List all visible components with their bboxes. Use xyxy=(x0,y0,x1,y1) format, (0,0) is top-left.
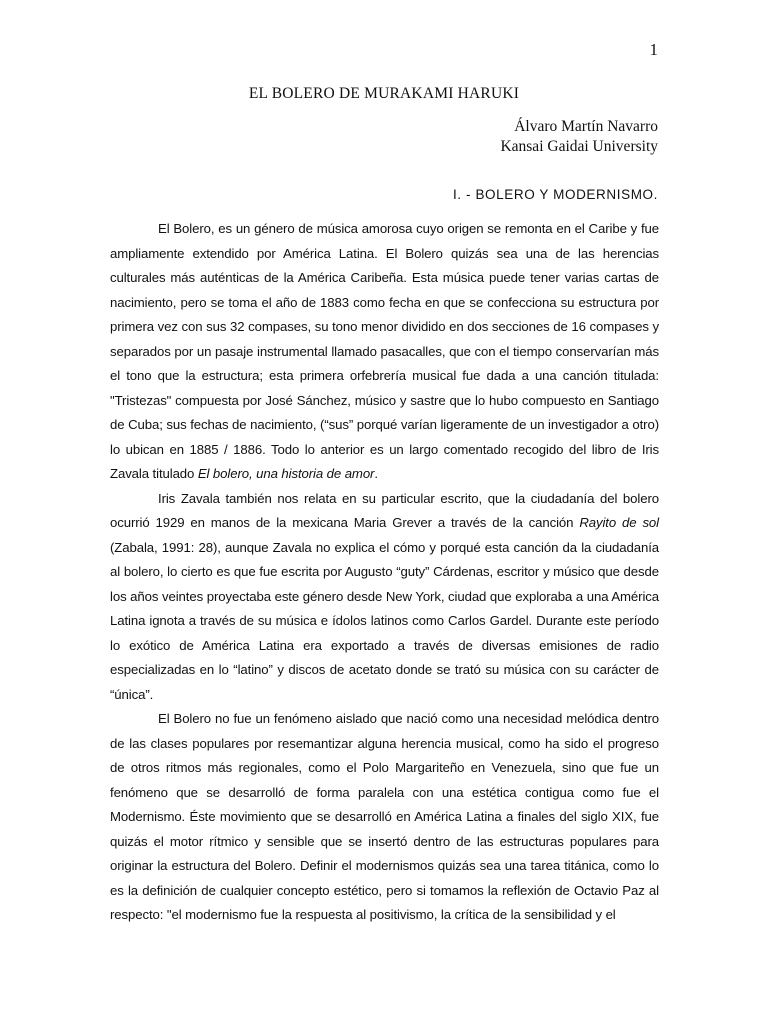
page-number: 1 xyxy=(649,40,658,59)
author-affiliation: Kansai Gaidai University xyxy=(500,138,658,155)
paragraph-2 xyxy=(110,487,659,708)
body-text xyxy=(110,217,659,928)
paragraph-2-tail: (Zabala, 1991: 28), aunque Zavala no explica el cómo y porqué esta canción da la ciudadanía al bolero, lo cierto es que fue escrita por Augusto “guty” Cárdenas, escritor y músico que desde los años veintes proyectaba este género desde New York, ciudad que exploraba a una América Latina ignota a través de su música e ídolos latinos como Carlos Gardel. Durante este período lo exótico de América Latina era exportado a través de diversas emisiones de radio especializadas en lo “latino” y discos de acetato donde se trató su música con su carácter de “única”. xyxy=(110,539,659,702)
paragraph-1-tail: . xyxy=(374,466,378,481)
paragraph-1-text: El Bolero, es un género de música amorosa cuyo origen se remonta en el Caribe y fue ampliamente extendido por América Latina. El Bolero quizás sea una de las herencias culturales más auténticas de la América Caribeña. Esta música puede tener varias cartas de nacimiento, pero se toma el año de 1883 como fecha en que se confecciona su estructura por primera vez con sus 32 compases, su tono menor dividido en dos secciones de 16 compases y separados por un pasaje instrumental llamado pasacalles, que con el tiempo conservarían más el tono que la estructura; esta primera orfebrería musical fue dada a una canción titulada: "Tristezas" compuesta por José Sánchez, músico y sastre que lo hubo compuesto en Santiago de Cuba; sus fechas de nacimiento, (“sus” porqué varían ligeramente de un investigador a otro) lo ubican en 1885 / 1886. Todo lo anterior es un largo comentado recogido del libro de Iris Zavala titulado xyxy=(110,221,659,481)
paragraph-3 xyxy=(110,707,659,928)
paragraph-1 xyxy=(110,217,659,487)
song-title: Rayito de sol xyxy=(579,515,659,530)
author-name: Álvaro Martín Navarro xyxy=(514,118,658,135)
author-block xyxy=(500,117,658,157)
book-title: El bolero, una historia de amor xyxy=(197,466,375,481)
document-title: EL BOLERO DE MURAKAMI HARUKI xyxy=(248,85,520,102)
paragraph-3-text: El Bolero no fue un fenómeno aislado que nació como una necesidad melódica dentro de las clases populares por resemantizar alguna herencia musical, como ha sido el progreso de otros ritmos más regionales, como el Polo Margariteño en Venezuela, sino que fue un fenómeno que se desarrolló de forma paralela con una estética contigua como fue el Modernismo. Éste movimiento que se desarrolló en América Latina a finales del siglo XIX, fue quizás el motor rítmico y sensible que se insertó dentro de las estructuras populares para originar la estructura del Bolero. Definir el modernismos quizás sea una tarea titánica, como lo es la definición de cualquier concepto estético, pero si tomamos la reflexión de Octavio Paz al respecto: "el modernismo fue la respuesta al positivismo, la crítica de la sensibilidad y el xyxy=(110,711,659,922)
paragraph-2-text: Iris Zavala también nos relata en su particular escrito, que la ciudadanía del bolero ocurrió 1929 en manos de la mexicana Maria Grever a través de la canción xyxy=(110,490,659,530)
section-heading: I. - BOLERO Y MODERNISMO. xyxy=(452,187,658,202)
